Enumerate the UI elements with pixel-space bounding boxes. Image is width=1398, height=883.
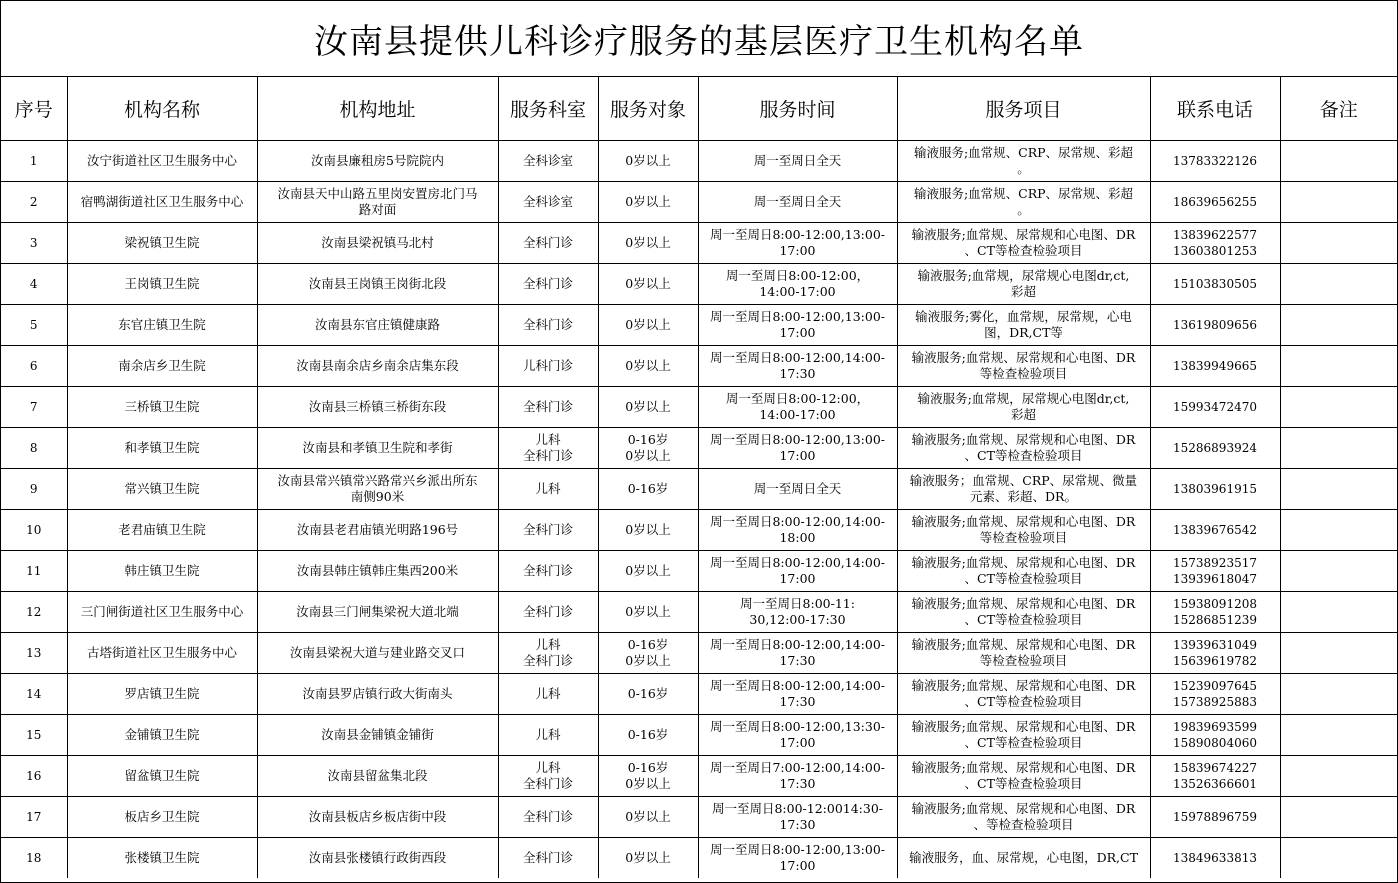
cell-note [1280,264,1397,305]
cell-time: 周一至周日8:00-11: 30,12:00-17:30 [698,592,897,633]
cell-phone: 15286893924 [1150,428,1280,469]
table-row [1,510,1397,551]
cell-seq: 7 [1,387,67,428]
cell-note [1280,674,1397,715]
cell-target: 0-16岁 [598,469,698,510]
cell-time: 周一至周日全天 [698,182,897,223]
cell-dept: 儿科 全科门诊 [498,633,598,674]
cell-name: 梁祝镇卫生院 [67,223,257,264]
cell-seq: 12 [1,592,67,633]
cell-address: 汝南县南余店乡南余店集东段 [257,346,498,387]
cell-items: 输液服务;血常规、尿常规和心电图、DR 、CT等检查检验项目 [897,551,1150,592]
cell-seq: 4 [1,264,67,305]
cell-seq: 10 [1,510,67,551]
cell-seq: 18 [1,838,67,879]
cell-target: 0岁以上 [598,305,698,346]
cell-time: 周一至周日8:00-12:00， 14:00-17:00 [698,264,897,305]
cell-items: 输液服务;血常规、尿常规和心电图、DR 、CT等检查检验项目 [897,223,1150,264]
cell-note [1280,387,1397,428]
cell-target: 0岁以上 [598,838,698,879]
cell-dept: 全科门诊 [498,838,598,879]
cell-target: 0-16岁 [598,715,698,756]
cell-note [1280,428,1397,469]
cell-name: 留盆镇卫生院 [67,756,257,797]
cell-target: 0-16岁 [598,674,698,715]
cell-dept: 全科门诊 [498,264,598,305]
cell-time: 周一至周日8:00-12:00,14:00- 18:00 [698,510,897,551]
cell-target: 0岁以上 [598,551,698,592]
cell-name: 宿鸭湖街道社区卫生服务中心 [67,182,257,223]
cell-address: 汝南县罗店镇行政大街南头 [257,674,498,715]
cell-dept: 儿科 [498,469,598,510]
cell-note [1280,797,1397,838]
cell-seq: 5 [1,305,67,346]
cell-dept: 儿科门诊 [498,346,598,387]
cell-items: 输液服务;血常规、尿常规和心电图、DR 、CT等检查检验项目 [897,674,1150,715]
cell-name: 三桥镇卫生院 [67,387,257,428]
table-row [1,838,1397,879]
cell-phone: 15103830505 [1150,264,1280,305]
table-row [1,182,1397,223]
cell-address: 汝南县和孝镇卫生院和孝街 [257,428,498,469]
cell-name: 板店乡卫生院 [67,797,257,838]
cell-time: 周一至周日8:00-12:00,13:00- 17:00 [698,223,897,264]
cell-address: 汝南县留盆集北段 [257,756,498,797]
cell-seq: 13 [1,633,67,674]
cell-note [1280,223,1397,264]
cell-time: 周一至周日8:00-12:00,14:00- 17:00 [698,551,897,592]
cell-dept: 全科门诊 [498,797,598,838]
cell-phone: 13839622577 13603801253 [1150,223,1280,264]
cell-items: 输液服务;血常规、尿常规和心电图、DR 等检查检验项目 [897,510,1150,551]
cell-dept: 全科门诊 [498,305,598,346]
cell-time: 周一至周日8:00-12:00,14:00- 17:30 [698,674,897,715]
cell-seq: 3 [1,223,67,264]
cell-target: 0岁以上 [598,182,698,223]
header-address: 机构地址 [257,77,498,141]
cell-phone: 13619809656 [1150,305,1280,346]
cell-name: 老君庙镇卫生院 [67,510,257,551]
cell-dept: 儿科 [498,715,598,756]
cell-seq: 6 [1,346,67,387]
cell-time: 周一至周日8:00-12:0014:30- 17:30 [698,797,897,838]
table-row [1,797,1397,838]
cell-items: 输液服务;血常规、尿常规和心电图、DR 、CT等检查检验项目 [897,715,1150,756]
table-row [1,428,1397,469]
cell-phone: 15738923517 13939618047 [1150,551,1280,592]
cell-phone: 19839693599 15890804060 [1150,715,1280,756]
cell-phone: 13939631049 15639619782 [1150,633,1280,674]
cell-seq: 14 [1,674,67,715]
cell-items: 输液服务;血常规、尿常规和心电图、DR 等检查检验项目 [897,346,1150,387]
cell-address: 汝南县廉租房5号院院内 [257,141,498,182]
table-row [1,264,1397,305]
cell-seq: 15 [1,715,67,756]
cell-phone: 15978896759 [1150,797,1280,838]
cell-address: 汝南县张楼镇行政街西段 [257,838,498,879]
cell-seq: 1 [1,141,67,182]
cell-target: 0-16岁 0岁以上 [598,756,698,797]
cell-note [1280,756,1397,797]
cell-note [1280,715,1397,756]
cell-dept: 儿科 全科门诊 [498,756,598,797]
cell-time: 周一至周日8:00-12:00,13:00- 17:00 [698,305,897,346]
cell-name: 王岗镇卫生院 [67,264,257,305]
table-row [1,674,1397,715]
cell-phone: 13783322126 [1150,141,1280,182]
cell-seq: 17 [1,797,67,838]
cell-phone: 15993472470 [1150,387,1280,428]
cell-name: 罗店镇卫生院 [67,674,257,715]
cell-name: 常兴镇卫生院 [67,469,257,510]
cell-phone: 13839676542 [1150,510,1280,551]
cell-phone: 13849633813 [1150,838,1280,879]
cell-dept: 全科门诊 [498,387,598,428]
cell-phone: 15938091208 15286851239 [1150,592,1280,633]
table-row [1,756,1397,797]
cell-time: 周一至周日8:00-12:00,13:00- 17:00 [698,428,897,469]
cell-name: 汝宁街道社区卫生服务中心 [67,141,257,182]
cell-note [1280,510,1397,551]
table-row [1,305,1397,346]
cell-address: 汝南县常兴镇常兴路常兴乡派出所东 南侧90米 [257,469,498,510]
cell-items: 输液服务;血常规、CRP、尿常规、彩超 。 [897,182,1150,223]
cell-name: 金铺镇卫生院 [67,715,257,756]
cell-time: 周一至周日8:00-12:00,13:30- 17:00 [698,715,897,756]
cell-dept: 全科门诊 [498,551,598,592]
table-row [1,551,1397,592]
cell-target: 0岁以上 [598,223,698,264]
cell-time: 周一至周日7:00-12:00,14:00- 17:30 [698,756,897,797]
institution-table [1,77,1397,878]
cell-items: 输液服务;血常规、尿常规和心电图、DR 等检查检验项目 [897,633,1150,674]
cell-name: 张楼镇卫生院 [67,838,257,879]
cell-address: 汝南县三桥镇三桥街东段 [257,387,498,428]
table-row [1,469,1397,510]
table-body [1,141,1397,879]
cell-items: 输液服务;血常规、尿常规和心电图、DR 、CT等检查检验项目 [897,756,1150,797]
cell-items: 输液服务;血常规、尿常规和心电图、DR 、CT等检查检验项目 [897,428,1150,469]
cell-address: 汝南县金铺镇金铺街 [257,715,498,756]
cell-note [1280,551,1397,592]
cell-target: 0-16岁 0岁以上 [598,428,698,469]
cell-target: 0-16岁 0岁以上 [598,633,698,674]
cell-target: 0岁以上 [598,141,698,182]
cell-items: 输液服务;血常规、尿常规和心电图、DR 、CT等检查检验项目 [897,592,1150,633]
sheet-title: 汝南县提供儿科诊疗服务的基层医疗卫生机构名单 [1,1,1397,77]
cell-dept: 全科门诊 [498,223,598,264]
cell-seq: 8 [1,428,67,469]
header-items: 服务项目 [897,77,1150,141]
cell-note [1280,182,1397,223]
cell-dept: 儿科 全科门诊 [498,428,598,469]
cell-phone: 13803961915 [1150,469,1280,510]
cell-items: 输液服务；血常规、CRP、尿常规、微量 元素、彩超、DR。 [897,469,1150,510]
cell-items: 输液服务;血常规、尿常规和心电图、DR 、等检查检验项目 [897,797,1150,838]
header-dept: 服务科室 [498,77,598,141]
cell-address: 汝南县王岗镇王岗街北段 [257,264,498,305]
header-note: 备注 [1280,77,1397,141]
cell-seq: 2 [1,182,67,223]
table-row [1,633,1397,674]
table-row [1,387,1397,428]
cell-note [1280,838,1397,879]
cell-name: 南余店乡卫生院 [67,346,257,387]
cell-address: 汝南县老君庙镇光明路196号 [257,510,498,551]
header-target: 服务对象 [598,77,698,141]
cell-name: 韩庄镇卫生院 [67,551,257,592]
cell-seq: 11 [1,551,67,592]
cell-items: 输液服务;雾化，血常规，尿常规，心电 图，DR,CT等 [897,305,1150,346]
header-phone: 联系电话 [1150,77,1280,141]
cell-phone: 13839949665 [1150,346,1280,387]
cell-time: 周一至周日全天 [698,141,897,182]
cell-target: 0岁以上 [598,510,698,551]
header-time: 服务时间 [698,77,897,141]
cell-address: 汝南县韩庄镇韩庄集西200米 [257,551,498,592]
table-row [1,141,1397,182]
cell-name: 东官庄镇卫生院 [67,305,257,346]
cell-time: 周一至周日8:00-12:00,14:00- 17:30 [698,346,897,387]
cell-dept: 全科诊室 [498,182,598,223]
cell-target: 0岁以上 [598,387,698,428]
cell-phone: 18639656255 [1150,182,1280,223]
cell-target: 0岁以上 [598,797,698,838]
cell-dept: 儿科 [498,674,598,715]
cell-note [1280,305,1397,346]
header-name: 机构名称 [67,77,257,141]
table-row [1,346,1397,387]
cell-dept: 全科门诊 [498,592,598,633]
table-row [1,223,1397,264]
cell-address: 汝南县天中山路五里岗安置房北门马 路对面 [257,182,498,223]
cell-note [1280,346,1397,387]
cell-items: 输液服务;血常规，尿常规心电图dr,ct, 彩超 [897,264,1150,305]
cell-seq: 16 [1,756,67,797]
cell-address: 汝南县东官庄镇健康路 [257,305,498,346]
cell-target: 0岁以上 [598,264,698,305]
cell-seq: 9 [1,469,67,510]
cell-note [1280,141,1397,182]
cell-note [1280,469,1397,510]
cell-time: 周一至周日8:00-12:00,14:00- 17:30 [698,633,897,674]
cell-items: 输液服务，血、尿常规，心电图，DR,CT [897,838,1150,879]
header-row [1,77,1397,141]
table-row [1,715,1397,756]
cell-address: 汝南县三门闸集梁祝大道北端 [257,592,498,633]
cell-name: 和孝镇卫生院 [67,428,257,469]
cell-note [1280,633,1397,674]
cell-time: 周一至周日全天 [698,469,897,510]
cell-address: 汝南县板店乡板店街中段 [257,797,498,838]
cell-phone: 15839674227 13526366601 [1150,756,1280,797]
header-seq: 序号 [1,77,67,141]
table-row [1,592,1397,633]
cell-address: 汝南县梁祝大道与建业路交叉口 [257,633,498,674]
cell-items: 输液服务;血常规，尿常规心电图dr,ct, 彩超 [897,387,1150,428]
cell-note [1280,592,1397,633]
cell-dept: 全科诊室 [498,141,598,182]
cell-phone: 15239097645 15738925883 [1150,674,1280,715]
cell-target: 0岁以上 [598,346,698,387]
cell-time: 周一至周日8:00-12:00， 14:00-17:00 [698,387,897,428]
cell-time: 周一至周日8:00-12:00,13:00- 17:00 [698,838,897,879]
cell-name: 古塔街道社区卫生服务中心 [67,633,257,674]
cell-items: 输液服务;血常规、CRP、尿常规、彩超 。 [897,141,1150,182]
cell-address: 汝南县梁祝镇马北村 [257,223,498,264]
cell-dept: 全科门诊 [498,510,598,551]
cell-target: 0岁以上 [598,592,698,633]
cell-name: 三门闸街道社区卫生服务中心 [67,592,257,633]
